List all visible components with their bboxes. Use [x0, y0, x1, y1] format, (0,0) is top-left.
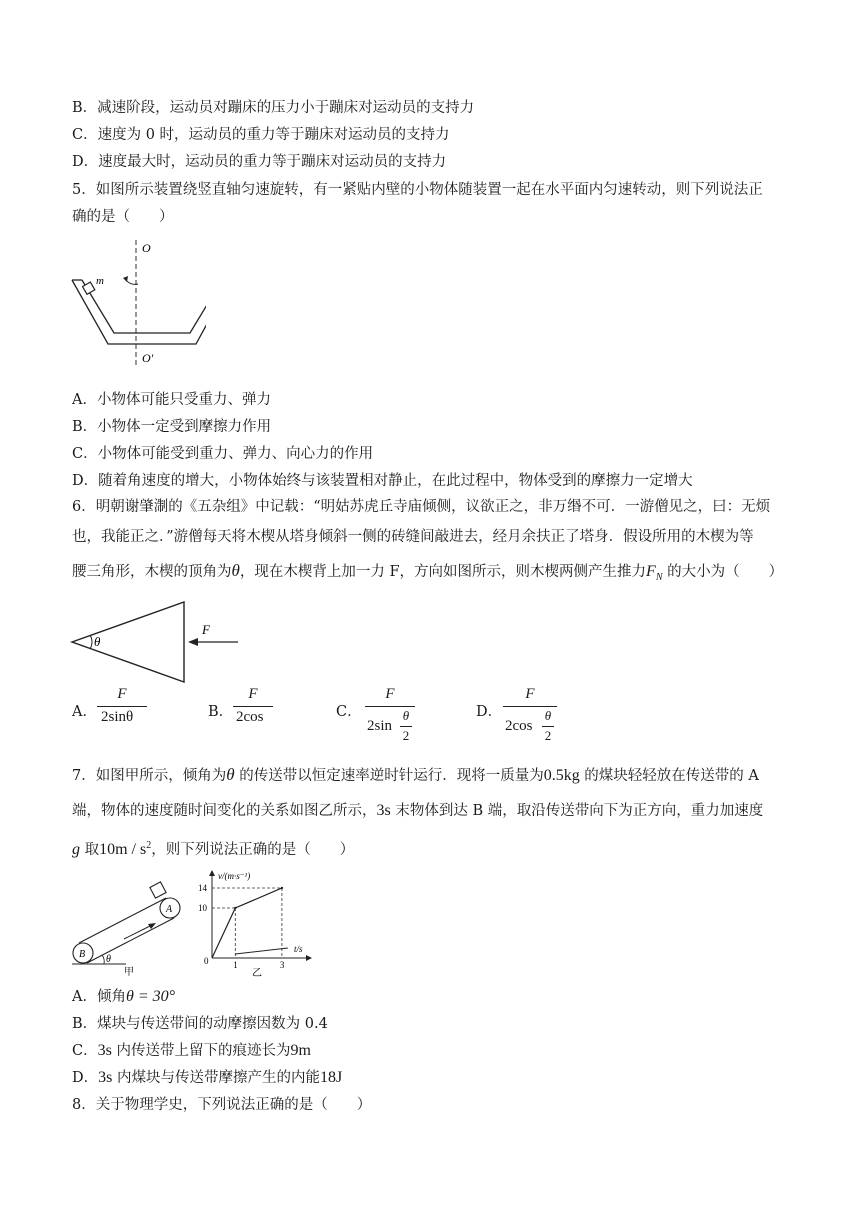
q7-conveyor-belt-figure — [66, 876, 196, 976]
q6-option-d-label: D． — [476, 704, 503, 720]
end-b-label: B — [79, 949, 86, 960]
q5-rotating-bowl-figure — [66, 238, 206, 378]
q7-stem-line2: 端，物体的速度随时间变化的关系如图乙所示，3s 末物体到达 B 端，取沿传送带向下为正方向，重力加速度 — [72, 802, 764, 819]
data-point — [281, 887, 283, 889]
q5-stem-line2: 确的是（ ） — [72, 209, 174, 225]
q7-stem-line3: g 取$10m / s^2$，则下列说法正确的是（ ） — [72, 840, 355, 858]
q8-stem: 8．关于物理学史，下列说法正确的是（ ） — [72, 1097, 372, 1113]
velocity-series-line — [212, 888, 282, 958]
q5-option-c: C．小物体可能受到重力、弹力、向心力的作用 — [72, 446, 374, 462]
q7-option-c: C．3s 内传送带上留下的痕迹长为9m — [72, 1042, 311, 1059]
q6-option-c-label: C． — [336, 704, 362, 720]
q6-stem-line1: 6．明朝谢肇淛的《五杂组》中记载：“明姑苏虎丘寺庙倾侧，议欲正之，非万缗不可．一游僧见之，曰：无烦 — [72, 499, 771, 515]
x-axis-label: t/s — [294, 944, 303, 954]
q6-option-b-label: B． — [208, 704, 234, 720]
q6-option-a-label: A． — [72, 704, 97, 720]
q7-option-d: D．3s 内煤块与传送带摩擦产生的内能18J — [72, 1069, 343, 1086]
q6-option-a-fraction: F 2sinθ — [97, 686, 147, 730]
y-tick-10: 10 — [198, 903, 207, 913]
origin-label: 0 — [204, 956, 209, 966]
y-axis-label: v/(m·s⁻¹) — [218, 871, 251, 881]
q6-option-c-fraction: F 2sin θ 2 — [365, 686, 415, 750]
y-tick-14: 14 — [198, 883, 207, 893]
mass-label: m — [96, 275, 104, 287]
q5-option-b: B．小物体一定受到摩擦力作用 — [72, 419, 272, 435]
x-tick-1: 1 — [233, 960, 238, 970]
q4-option-c: C．速度为 0 时，运动员的重力等于蹦床对运动员的支持力 — [72, 127, 450, 143]
q7-stem-line1: 7．如图甲所示，倾角为θ 的传送带以恒定速率逆时针运行．现将一质量为0.5kg 的煤块轻轻放在传送带的 A — [72, 765, 759, 784]
axis-bottom-label: O′ — [142, 351, 154, 365]
q4-option-b: B．减速阶段，运动员对蹦床的压力小于蹦床对运动员的支持力 — [72, 100, 475, 116]
end-a-label: A — [166, 904, 173, 915]
q6-option-b-fraction: F 2cos — [233, 686, 273, 730]
q6-stem-line3: 腰三角形，木楔的顶角为θ，现在木楔背上加一力 F，方向如图所示，则木楔两侧产生推力$F_N$ 的大小为（ ） — [72, 561, 784, 583]
wedge-angle-label: θ — [94, 634, 101, 649]
incline-angle-label: θ — [106, 954, 111, 965]
figure-jia-caption: 甲 — [124, 967, 134, 976]
axis-top-label: O — [142, 241, 151, 255]
q4-option-d: D．速度最大时，运动员的重力等于蹦床对运动员的支持力 — [72, 154, 447, 170]
q6-option-d-fraction: F 2cos θ 2 — [503, 686, 557, 750]
x-tick-3: 3 — [279, 960, 285, 970]
lower-slanted-line — [235, 948, 288, 954]
force-label: F — [202, 622, 210, 637]
q5-stem-line1: 5．如图所示装置绕竖直轴匀速旋转，有一紧贴内壁的小物体随装置一起在水平面内匀速转动，则下列说法正 — [72, 182, 763, 198]
q5-option-d: D．随着角速度的增大，小物体始终与该装置相对静止，在此过程中，物体受到的摩擦力一定增大 — [72, 473, 693, 489]
figure-yi-caption: 乙 — [252, 968, 262, 979]
q5-option-a: A．小物体可能只受重力、弹力 — [72, 392, 271, 408]
data-point — [234, 907, 236, 909]
q7-option-b: B．煤块与传送带间的动摩擦因数为 0.4 — [72, 1016, 328, 1032]
q7-velocity-time-chart — [196, 868, 320, 980]
q7-option-a: A．倾角θ = 30° — [72, 988, 176, 1005]
q6-stem-line2: 也，我能正之．”游僧每天将木楔从塔身倾斜一侧的砖缝间敲进去，经月余扶正了塔身．假设所用的木楔为等 — [72, 529, 754, 545]
q6-wedge-figure — [66, 598, 246, 686]
